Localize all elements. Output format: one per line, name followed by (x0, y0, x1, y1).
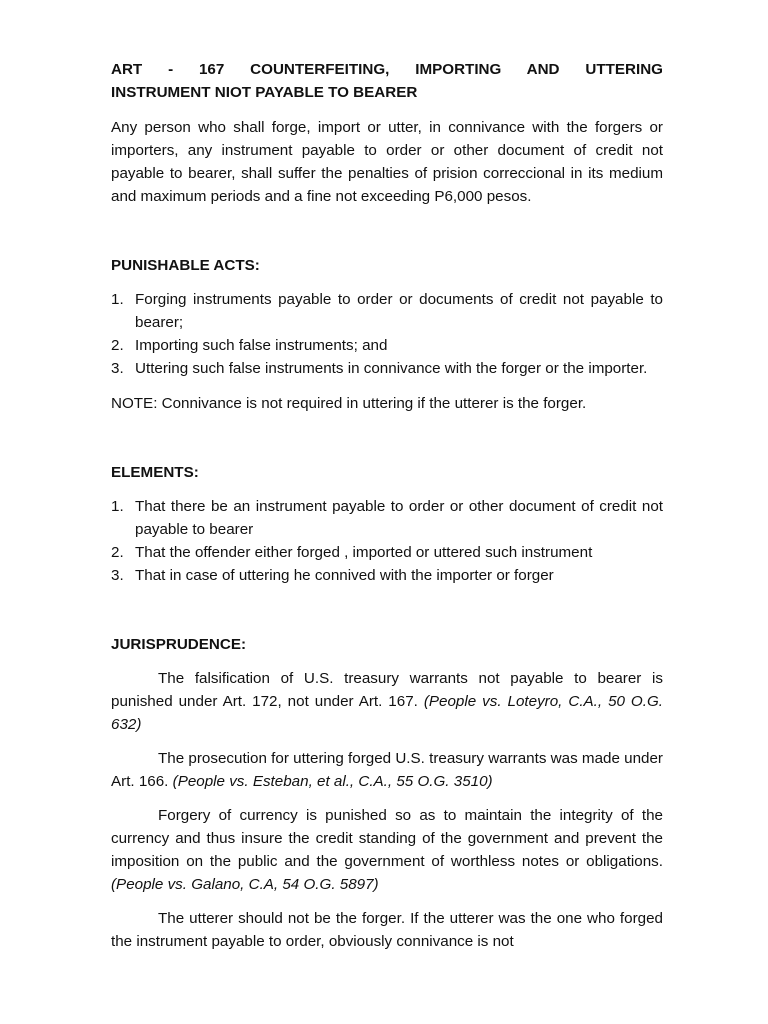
punishable-acts-list (111, 288, 663, 380)
title-line-1: ART - 167 COUNTERFEITING, IMPORTING AND UTTERING (111, 61, 663, 78)
jurisprudence-paragraph: The falsification of U.S. treasury warrants not payable to bearer is punished under Art. 172, not under Art. 167. (People vs. Loteyro, C.A., 50 O.G. 632) (111, 670, 663, 733)
elements-list (111, 495, 663, 587)
punishable-acts-heading: PUNISHABLE ACTS: (111, 257, 260, 274)
list-item: 1. That there be an instrument payable to order or other document of credit not payable to bearer (111, 498, 663, 538)
title-line-2: INSTRUMENT NIOT PAYABLE TO BEARER (111, 84, 418, 101)
note-text: NOTE: Connivance is not required in uttering if the utterer is the forger. (111, 395, 587, 412)
article-title (111, 58, 663, 104)
case-citation: (People vs. Galano, C.A, 54 O.G. 5897) (111, 876, 379, 893)
intro-paragraph: Any person who shall forge, import or utter, in connivance with the forgers or importers, any instrument payable to order or other document of credit not payable to bearer, shall suffer the penalties of prision correccional in its medium and maximum periods and a fine not exceeding P6,000 pesos. (111, 119, 663, 205)
case-citation: (People vs. Esteban, et al., C.A., 55 O.G. 3510) (172, 773, 493, 790)
jurisprudence-paragraph: The utterer should not be the forger. If the utterer was the one who forged the instrument payable to order, obviously connivance is not (111, 910, 663, 950)
list-item: 3. That in case of uttering he connived with the importer or forger (111, 567, 554, 584)
jurisprudence-paragraph: Forgery of currency is punished so as to maintain the integrity of the currency and thus insure the credit standing of the government and prevent the imposition on the public and the government of worthless notes or obligations. (People vs. Galano, C.A, 54 O.G. 5897) (111, 807, 663, 893)
elements-heading: ELEMENTS: (111, 464, 199, 481)
list-item: 2. Importing such false instruments; and (111, 337, 388, 354)
list-item: 3. Uttering such false instruments in connivance with the forger or the importer. (111, 360, 648, 377)
list-item: 2. That the offender either forged , imported or uttered such instrument (111, 544, 593, 561)
list-item: 1. Forging instruments payable to order or documents of credit not payable to bearer; (111, 291, 663, 331)
jurisprudence-heading: JURISPRUDENCE: (111, 636, 247, 653)
jurisprudence-paragraph: The prosecution for uttering forged U.S. treasury warrants was made under Art. 166. (People vs. Esteban, et al., C.A., 55 O.G. 3510) (111, 750, 663, 790)
case-citation: (People vs. Loteyro, C.A., 50 O.G. 632) (111, 693, 663, 733)
